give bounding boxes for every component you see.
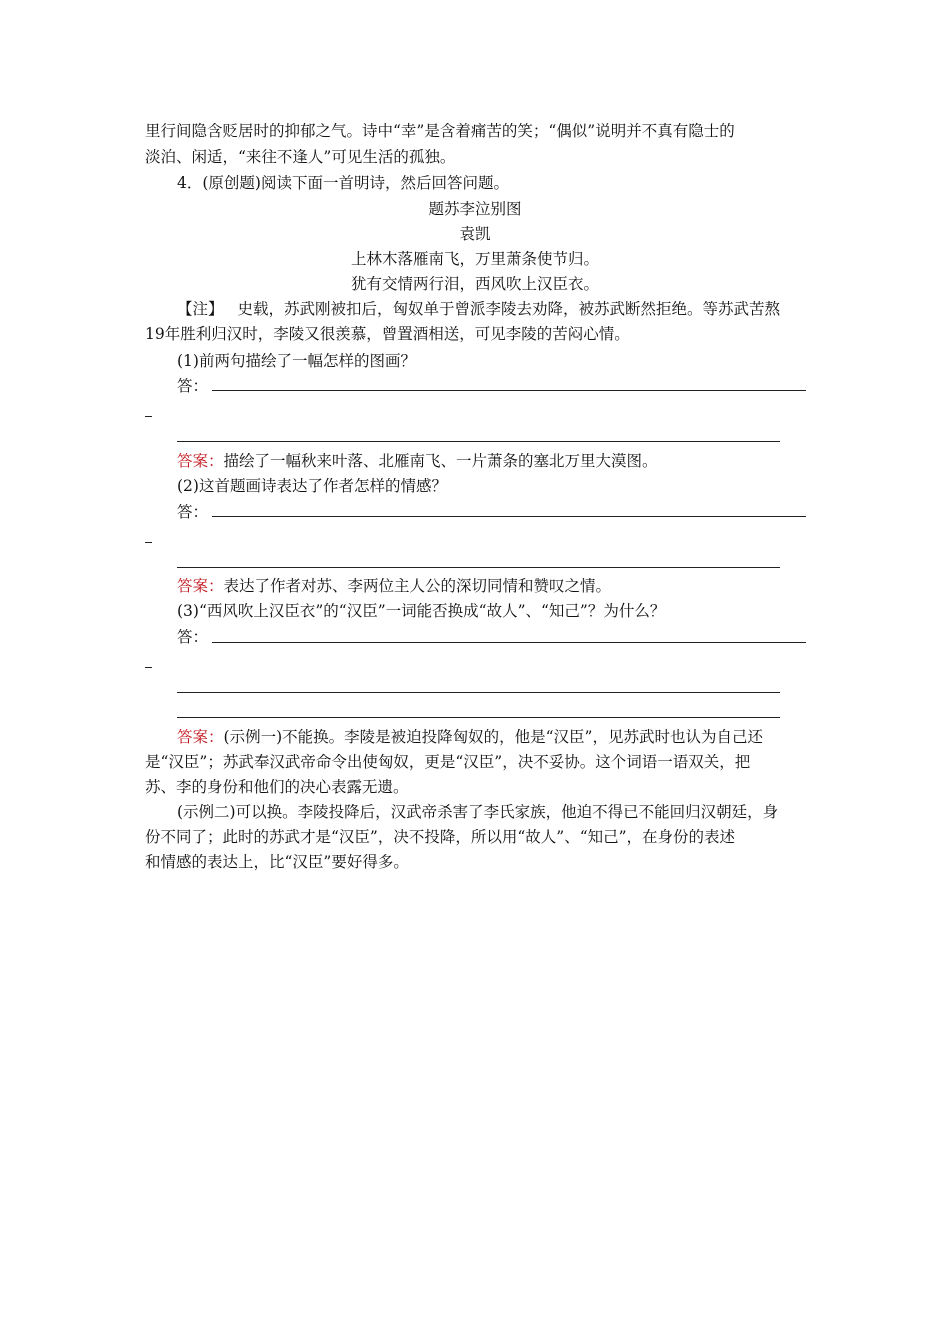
note-line bbox=[177, 297, 780, 321]
answer-line bbox=[177, 449, 658, 473]
answer-blank-line bbox=[212, 516, 806, 517]
answer-text: (示例一)不能换。李陵是被迫投降匈奴的，他是“汉臣”，见苏武时也认为自己还 bbox=[223, 728, 763, 746]
answer-blank-dash bbox=[145, 667, 152, 668]
answer-blank-line bbox=[177, 717, 780, 718]
sub-question: (2)这首题画诗表达了作者怎样的情感？ bbox=[177, 477, 447, 495]
answer-text: 描绘了一幅秋来叶落、北雁南飞、一片萧条的塞北万里大漠图。 bbox=[223, 452, 658, 470]
answer-label: 答案： bbox=[177, 577, 224, 595]
answer-prefix: 答： bbox=[177, 628, 209, 646]
poem-line: 上林木落雁南飞，万里萧条使节归。 bbox=[350, 250, 599, 268]
answer-line bbox=[177, 725, 763, 749]
answer-line: 是“汉臣”；苏武奉汉武帝命令出使匈奴，更是“汉臣”，决不妥协。这个词语一语双关，把 bbox=[145, 753, 751, 771]
answer-line: (示例二)可以换。李陵投降后，汉武帝杀害了李氏家族，他迫不得已不能回归汉朝廷，身 bbox=[177, 803, 779, 821]
note-label: 【注】 bbox=[177, 300, 224, 318]
answer-label: 答案： bbox=[177, 452, 224, 470]
note-text: 史载，苏武刚被扣后，匈奴单于曾派李陵去劝降，被苏武断然拒绝。等苏武苦熬 bbox=[237, 300, 781, 318]
answer-line: 份不同了；此时的苏武才是“汉臣”，决不投降，所以用“故人”、“知己”，在身份的表述 bbox=[145, 828, 736, 846]
paragraph-line: 淡泊、闲适，“来往不逢人”可见生活的孤独。 bbox=[145, 148, 456, 166]
question-intro: 4．(原创题)阅读下面一首明诗，然后回答问题。 bbox=[177, 174, 509, 192]
poem-title: 题苏李泣别图 bbox=[428, 200, 522, 218]
paragraph-line: 里行间隐含贬居时的抑郁之气。诗中“幸”是含着痛苦的笑；“偶似”说明并不真有隐士的 bbox=[145, 122, 735, 140]
note-line: 19年胜利归汉时，李陵又很羡慕，曾置酒相送，可见李陵的苦闷心情。 bbox=[145, 325, 630, 343]
sub-question: (1)前两句描绘了一幅怎样的图画？ bbox=[177, 352, 416, 370]
answer-line bbox=[177, 574, 611, 598]
answer-blank-dash bbox=[145, 416, 152, 417]
answer-line: 苏、李的身份和他们的决心表露无遗。 bbox=[145, 778, 409, 796]
answer-prefix: 答： bbox=[177, 503, 209, 521]
answer-blank-dash bbox=[145, 542, 152, 543]
poem-line: 犹有交情两行泪，西风吹上汉臣衣。 bbox=[350, 275, 599, 293]
answer-label: 答案： bbox=[177, 728, 224, 746]
answer-text: 表达了作者对苏、李两位主人公的深切同情和赞叹之情。 bbox=[223, 577, 612, 595]
answer-blank-line bbox=[177, 567, 780, 568]
answer-prefix: 答： bbox=[177, 377, 209, 395]
answer-blank-line bbox=[212, 390, 806, 391]
answer-blank-line bbox=[212, 642, 806, 643]
answer-blank-line bbox=[177, 441, 780, 442]
answer-line: 和情感的表达上，比“汉臣”要好得多。 bbox=[145, 853, 409, 871]
sub-question: (3)“西风吹上汉臣衣”的“汉臣”一词能否换成“故人”、“知己”？为什么？ bbox=[177, 602, 666, 620]
answer-blank-line bbox=[177, 692, 780, 693]
poem-author: 袁凯 bbox=[459, 225, 491, 243]
